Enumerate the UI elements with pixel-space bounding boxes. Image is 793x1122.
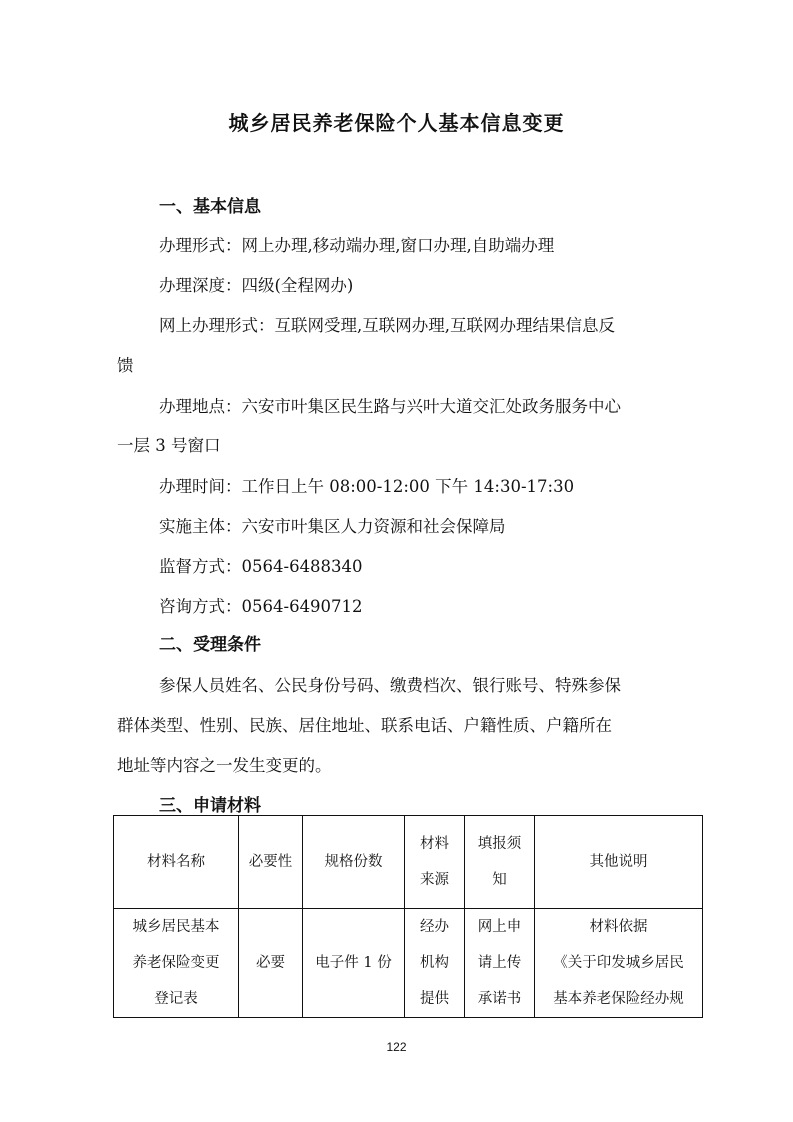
cell-line: 《关于印发城乡居民 — [553, 955, 684, 971]
cell-material-name — [114, 909, 239, 1018]
header-guide-line: 知 — [492, 872, 507, 888]
cell-other-notes — [535, 909, 703, 1018]
cell-material-source — [405, 909, 465, 1018]
header-fill-guide — [465, 816, 535, 909]
conditions-line: 地址等内容之一发生变更的。 — [117, 756, 332, 775]
cell-line: 城乡居民基本 — [132, 919, 220, 935]
cell-line: 材料依据 — [589, 919, 648, 935]
cell-necessity: 必要 — [239, 909, 303, 1018]
info-online-form-cont: 馈 — [117, 356, 134, 375]
cell-line: 请上传 — [477, 955, 522, 971]
info-supervision-phone: 监督方式：0564-6488340 — [159, 557, 363, 576]
cell-line: 提供 — [420, 991, 449, 1007]
header-source-line: 来源 — [420, 872, 449, 888]
document-title: 城乡居民养老保险个人基本信息变更 — [228, 111, 565, 135]
page-number: 122 — [386, 1040, 407, 1054]
cell-line: 基本养老保险经办规 — [553, 991, 684, 1007]
info-handling-depth: 办理深度：四级(全程网办) — [159, 276, 354, 295]
info-location: 办理地点：六安市叶集区民生路与兴叶大道交汇处政务服务中心 — [159, 397, 621, 416]
cell-spec-copies: 电子件 1 份 — [303, 909, 405, 1018]
header-necessity: 必要性 — [239, 816, 303, 909]
cell-line: 机构 — [420, 955, 449, 971]
cell-fill-guide — [465, 909, 535, 1018]
info-handling-form: 办理形式：网上办理,移动端办理,窗口办理,自助端办理 — [159, 236, 555, 255]
info-location-cont: 一层 3 号窗口 — [117, 436, 221, 455]
conditions-line: 参保人员姓名、公民身份号码、缴费档次、银行账号、特殊参保 — [159, 676, 621, 695]
section-heading-materials: 三、申请材料 — [159, 796, 261, 816]
cell-line: 经办 — [420, 919, 449, 935]
header-guide-line: 填报须 — [477, 836, 522, 852]
conditions-line: 群体类型、性别、民族、居住地址、联系电话、户籍性质、户籍所在 — [117, 716, 612, 735]
info-inquiry-phone: 咨询方式：0564-6490712 — [159, 597, 363, 616]
materials-table — [113, 815, 703, 1018]
section-heading-conditions: 二、受理条件 — [159, 635, 261, 655]
table-row — [114, 909, 703, 1018]
cell-line: 养老保险变更 — [132, 955, 220, 971]
section-heading-basic-info: 一、基本信息 — [159, 197, 261, 217]
header-material-source — [405, 816, 465, 909]
header-other-notes: 其他说明 — [535, 816, 703, 909]
header-source-line: 材料 — [420, 836, 449, 852]
info-implementer: 实施主体：六安市叶集区人力资源和社会保障局 — [159, 517, 506, 536]
info-online-form: 网上办理形式：互联网受理,互联网办理,互联网办理结果信息反 — [159, 316, 615, 335]
cell-line: 承诺书 — [477, 991, 522, 1007]
table-header-row — [114, 816, 703, 909]
cell-line: 网上申 — [477, 919, 522, 935]
header-material-name: 材料名称 — [114, 816, 239, 909]
info-hours: 办理时间：工作日上午 08:00-12:00 下午 14:30-17:30 — [159, 477, 575, 496]
header-spec-copies: 规格份数 — [303, 816, 405, 909]
cell-line: 登记表 — [154, 991, 198, 1007]
